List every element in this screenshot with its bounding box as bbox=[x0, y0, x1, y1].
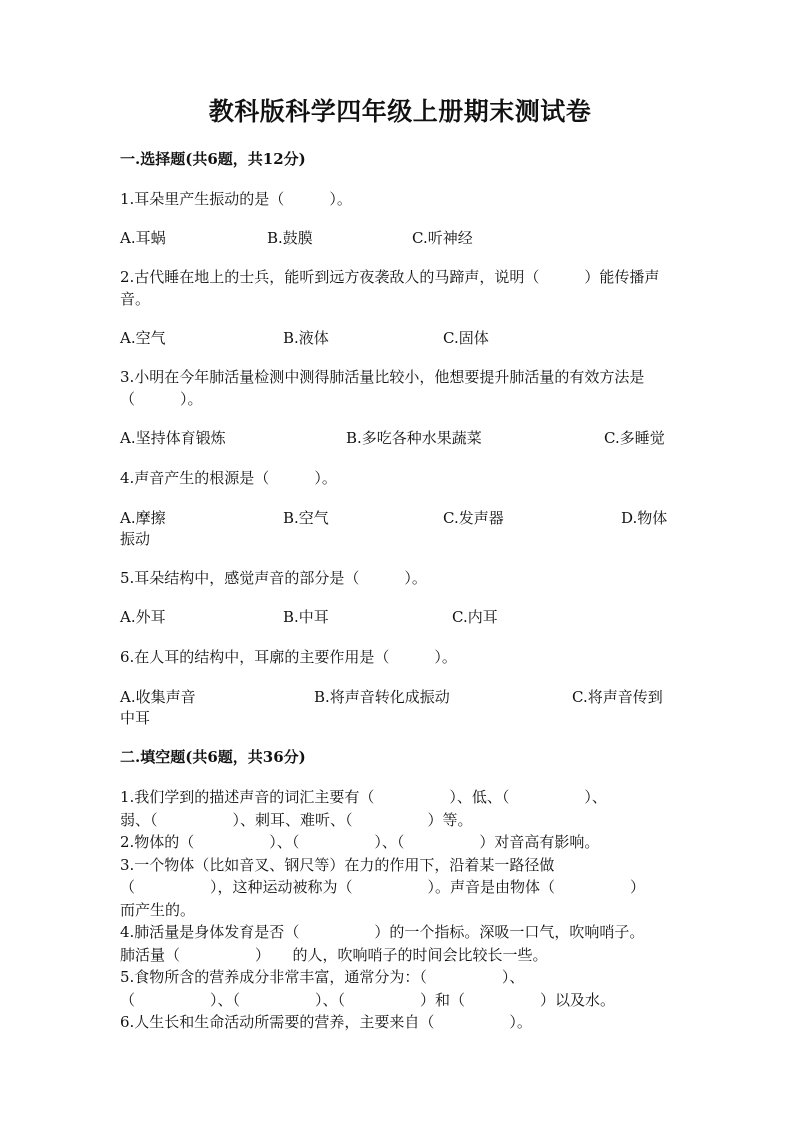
fill-line: 2.物体的（ ）、（ ）、（ ）对音高有影响。 bbox=[120, 833, 600, 851]
question-3-option-b: B.多吃各种水果蔬菜 bbox=[346, 429, 482, 447]
question-5-option-a: A.外耳 bbox=[120, 608, 166, 626]
question-5-stem: 5.耳朵结构中，感觉声音的部分是（ ）。 bbox=[120, 569, 427, 587]
question-3-option-c: C.多睡觉 bbox=[604, 429, 665, 447]
fill-line: 而产生的。 bbox=[120, 900, 196, 919]
fill-line: 4.肺活量是身体发育是否（ ）的一个指标。深吸一口气，吹响哨子。 bbox=[120, 923, 645, 941]
question-2-option-b: B.液体 bbox=[283, 329, 329, 347]
question-4-stem: 4.声音产生的根源是（ ）。 bbox=[120, 469, 337, 487]
question-4-option-a: A.摩擦 bbox=[120, 509, 166, 527]
question-5-option-b: B.中耳 bbox=[283, 608, 329, 626]
question-6-option-a: A.收集声音 bbox=[120, 688, 196, 706]
question-4-option-d-wrap: 振动 bbox=[120, 530, 151, 548]
fill-line: （ ）、（ ）、（ ）和（ ）以及水。 bbox=[120, 990, 616, 1009]
question-1-option-c: C.听神经 bbox=[412, 229, 473, 247]
question-2-option-c: C.固体 bbox=[443, 329, 489, 347]
question-6-option-b: B.将声音转化成振动 bbox=[314, 688, 450, 706]
question-4-option-c: C.发声器 bbox=[443, 509, 504, 527]
question-3-stem: 3.小明在今年肺活量检测中测得肺活量比较小，他想要提升肺活量的有效方法是（ ）。 bbox=[120, 368, 645, 408]
question-4-option-d: D.物体 bbox=[621, 509, 668, 527]
fill-line: 1.我们学到的描述声音的词汇主要有（ ）、低、（ ）、 bbox=[120, 788, 607, 806]
fill-in-questions bbox=[120, 786, 686, 1034]
fill-line: 5.食物所含的营养成分非常丰富，通常分为：（ ）、 bbox=[120, 968, 525, 986]
question-2-stem: 2.古代睡在地上的士兵，能听到远方夜袭敌人的马蹄声，说明（ ）能传播声音。 bbox=[120, 268, 660, 308]
fill-line: 肺活量（ ） 的人，吹响哨子的时间会比较长一些。 bbox=[120, 945, 548, 964]
question-6-option-c-wrap: 中耳 bbox=[120, 709, 151, 727]
question-1-option-b: B.鼓膜 bbox=[267, 229, 313, 247]
section-heading-choice: 一.选择题(共6题，共12分) bbox=[120, 150, 306, 168]
fill-line: 6.人生长和生命活动所需要的营养，主要来自（ ）。 bbox=[120, 1013, 532, 1031]
question-3-option-a: A.坚持体育锻炼 bbox=[120, 429, 226, 447]
question-4-option-b: B.空气 bbox=[283, 509, 329, 527]
page-title: 教科版科学四年级上册期末测试卷 bbox=[208, 97, 592, 126]
fill-line: 3.一个物体（比如音叉、钢尺等）在力的作用下，沿着某一路径做 bbox=[120, 855, 555, 874]
section-heading-fill: 二.填空题(共6题，共36分) bbox=[120, 748, 306, 766]
question-6-option-c: C.将声音传到 bbox=[572, 688, 663, 706]
question-6-stem: 6.在人耳的结构中，耳廓的主要作用是（ ）。 bbox=[120, 648, 457, 666]
question-2-option-a: A.空气 bbox=[120, 329, 166, 347]
fill-line: （ ），这种运动被称为（ ）。声音是由物体（ ） bbox=[120, 878, 646, 896]
fill-line: 弱、（ ）、刺耳、难听、（ ）等。 bbox=[120, 810, 473, 829]
question-5-option-c: C.内耳 bbox=[452, 608, 498, 626]
question-1-option-a: A.耳蜗 bbox=[120, 229, 166, 247]
question-1-stem: 1.耳朵里产生振动的是（ ）。 bbox=[120, 190, 352, 208]
